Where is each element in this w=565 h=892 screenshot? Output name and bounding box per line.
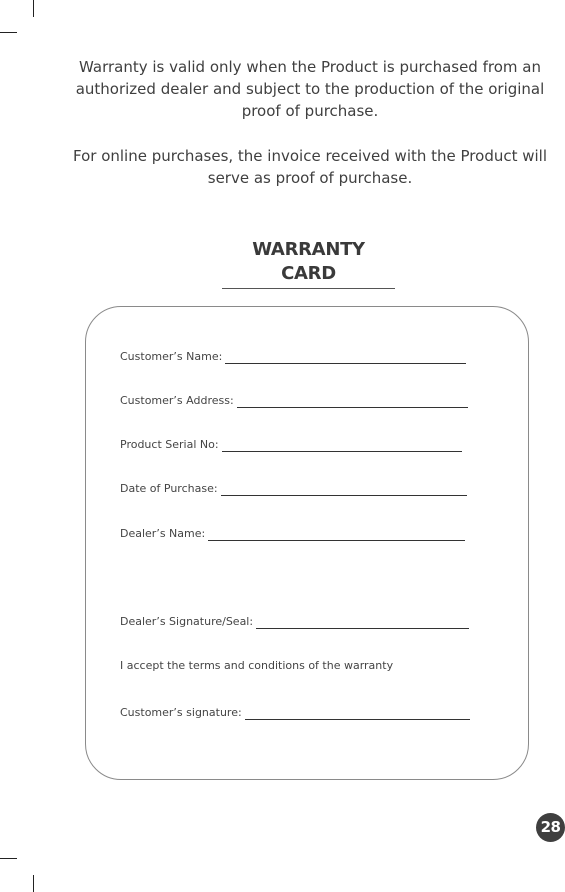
dealer-name-blank-line xyxy=(208,530,465,541)
date-of-purchase-blank-line xyxy=(221,485,467,496)
customer-name-field xyxy=(120,350,466,364)
product-serial-field xyxy=(120,438,462,452)
customer-name-blank-line xyxy=(225,353,466,364)
page-number-badge: 28 xyxy=(536,813,565,842)
customer-address-label: Customer’s Address: xyxy=(120,394,234,407)
product-serial-blank-line xyxy=(222,441,462,452)
warranty-validity-paragraph: Warranty is valid only when the Product is purchased from an authorized dealer and subject to the production of the original proof of purchase. xyxy=(75,58,545,120)
customer-signature-field xyxy=(120,706,470,720)
dealer-name-field xyxy=(120,527,465,541)
crop-mark-top-vertical xyxy=(33,0,34,17)
crop-mark-bottom-vertical xyxy=(33,875,34,892)
date-of-purchase-field xyxy=(120,482,467,496)
online-purchase-paragraph: For online purchases, the invoice received with the Product will serve as proof of purchase. xyxy=(72,147,548,187)
crop-mark-top-horizontal xyxy=(0,32,17,33)
customer-name-label: Customer’s Name: xyxy=(120,350,223,363)
date-of-purchase-label: Date of Purchase: xyxy=(120,482,218,495)
customer-address-field xyxy=(120,394,468,408)
warranty-card-title: WARRANTY CARD xyxy=(222,238,395,289)
product-serial-label: Product Serial No: xyxy=(120,438,219,451)
customer-signature-label: Customer’s signature: xyxy=(120,706,242,719)
dealer-name-label: Dealer’s Name: xyxy=(120,527,206,540)
customer-address-blank-line xyxy=(237,397,468,408)
accept-terms-statement: I accept the terms and conditions of the warranty xyxy=(120,659,394,672)
dealer-signature-blank-line xyxy=(256,618,469,629)
customer-signature-blank-line xyxy=(245,709,470,720)
crop-mark-bottom-horizontal xyxy=(0,858,17,859)
dealer-signature-field xyxy=(120,615,469,629)
dealer-signature-label: Dealer’s Signature/Seal: xyxy=(120,615,254,628)
